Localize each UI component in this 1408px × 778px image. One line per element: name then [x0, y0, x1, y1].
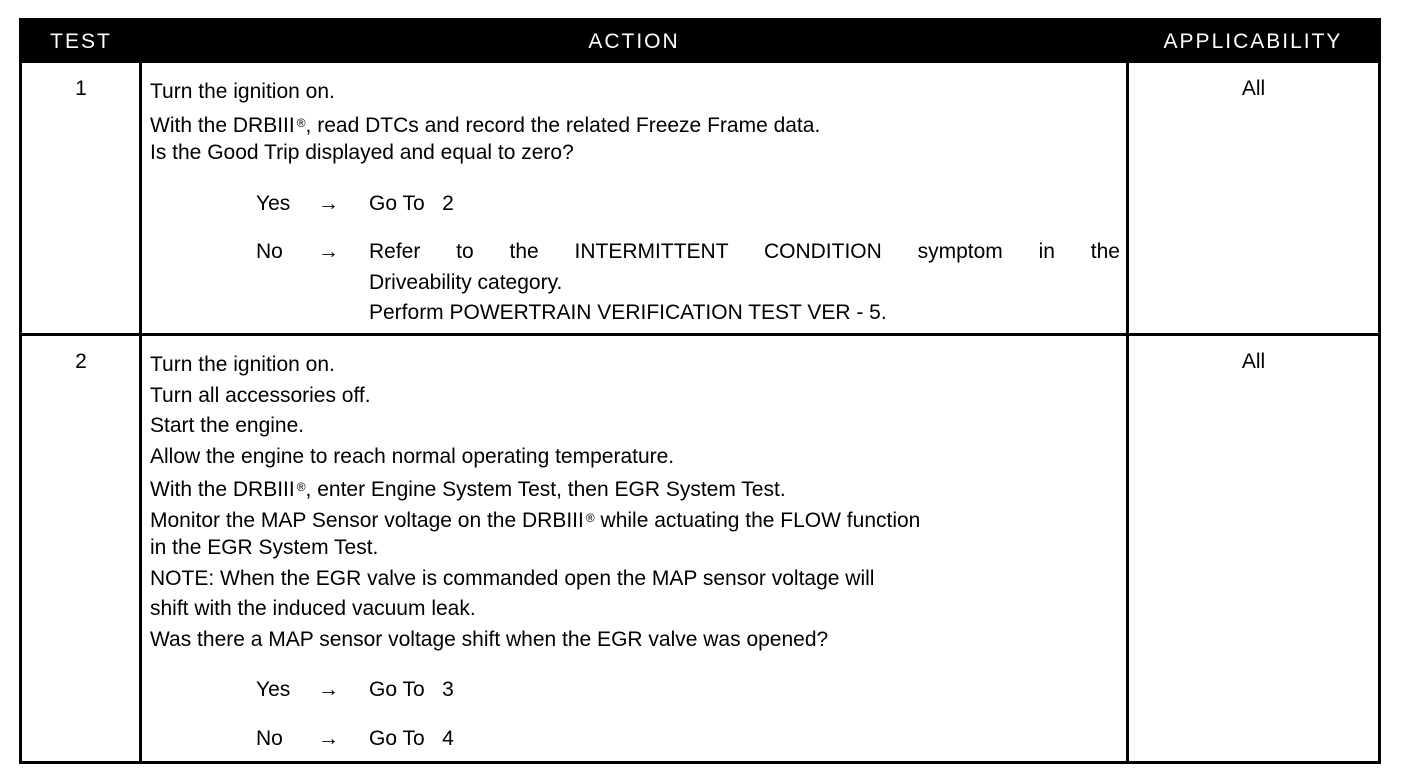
action-text: With the DRBIII [150, 478, 295, 501]
registered-mark: ® [296, 480, 306, 494]
applicability-cell: All [1241, 77, 1266, 100]
right-arrow-icon: → [318, 240, 339, 263]
action-text: while actuating the FLOW function [594, 508, 921, 532]
outcome-line: Go To 2 [369, 191, 454, 215]
right-arrow-icon: → [318, 678, 339, 701]
outcome-yes [150, 675, 1120, 706]
action-line: NOTE: When the EGR valve is commanded open the MAP sensor voltage will [150, 566, 875, 590]
action-line: Turn all accessories off. [150, 383, 371, 407]
outcome-line: Go To 4 [369, 726, 454, 750]
test-number: 2 [75, 350, 87, 373]
outcome-line: Driveability category. [369, 270, 563, 294]
action-line: Was there a MAP sensor voltage shift when the EGR valve was opened? [150, 627, 829, 651]
outcome-no [150, 237, 1120, 329]
header-test: TEST [50, 30, 112, 53]
action-line [150, 472, 1120, 503]
action-line: shift with the induced vacuum leak. [150, 597, 476, 620]
action-line [150, 108, 1120, 139]
action-text: , enter Engine System Test, then EGR System Test. [305, 478, 786, 501]
registered-mark: ® [296, 115, 306, 130]
action-text: , read DTCs and record the related Freeze Frame data. [305, 113, 821, 137]
outcome-label: No [256, 240, 283, 263]
action-line: Allow the engine to reach normal operating temperature. [150, 444, 675, 468]
action-cell [150, 350, 1120, 754]
outcome-yes [150, 189, 1120, 220]
right-arrow-icon: → [318, 726, 339, 750]
action-line: Start the engine. [150, 414, 305, 437]
action-line: Is the Good Trip displayed and equal to zero? [150, 141, 574, 164]
header-applicability: APPLICABILITY [1163, 30, 1343, 53]
outcome-line: Refer to the INTERMITTENT CONDITION symptom in the [369, 240, 1120, 263]
header-action: ACTION [588, 30, 680, 53]
registered-mark: ® [585, 510, 595, 525]
table-header [22, 21, 1378, 63]
action-text: Monitor the MAP Sensor voltage on the DRBIII [150, 508, 584, 532]
outcome-label: Yes [256, 191, 291, 215]
action-cell [150, 77, 1120, 329]
action-line: in the EGR System Test. [150, 536, 379, 559]
outcome-label: Yes [256, 678, 291, 701]
outcome-label: No [256, 726, 283, 750]
outcome-text [369, 724, 1120, 755]
action-line: Turn the ignition on. [150, 80, 335, 103]
diagnostic-test-table [19, 18, 1381, 764]
outcome-no [150, 724, 1120, 755]
action-line: Turn the ignition on. [150, 353, 335, 376]
applicability-cell: All [1241, 350, 1266, 373]
outcome-line: Perform POWERTRAIN VERIFICATION TEST VER - 5. [369, 301, 887, 324]
table-row [22, 336, 1378, 764]
outcome-text [369, 189, 1120, 220]
test-number: 1 [75, 77, 87, 100]
outcome-text [369, 675, 1120, 706]
right-arrow-icon: → [318, 191, 339, 215]
outcome-line: Go To 3 [369, 678, 454, 701]
action-line [150, 503, 1120, 534]
table-row [22, 63, 1378, 333]
outcome-text [369, 237, 1120, 329]
action-text: With the DRBIII [150, 113, 295, 137]
